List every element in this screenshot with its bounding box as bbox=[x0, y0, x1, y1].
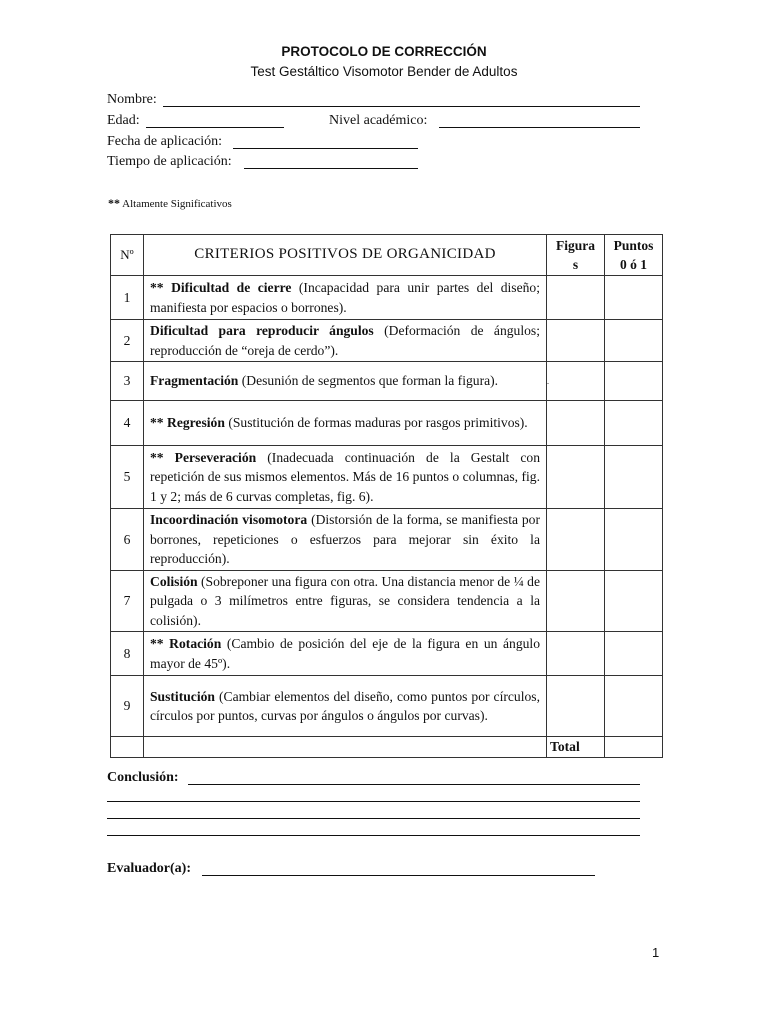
figuras-value: . bbox=[547, 376, 549, 386]
total-spacer bbox=[111, 737, 144, 758]
criteria-table bbox=[110, 234, 663, 758]
criterion-description: (Cambio de posición del eje de la figura en un ángulo mayor de 45º). bbox=[150, 636, 540, 671]
row-number: 7 bbox=[111, 570, 144, 632]
criterion-text bbox=[150, 633, 540, 674]
figuras-cell[interactable] bbox=[547, 509, 605, 571]
criterion-text bbox=[150, 277, 540, 318]
criterion-description: (Sobreponer una figura con otra. Una distancia menor de ¼ de pulgada o 3 milímetros entre figuras, se considera tendencia a la colisión). bbox=[150, 573, 540, 628]
criterion-cell bbox=[144, 276, 547, 320]
criterion-name: Sustitución bbox=[150, 688, 215, 704]
nivel-academico-label: Nivel académico: bbox=[329, 113, 428, 128]
criterion-name: Rotación bbox=[169, 636, 222, 651]
criterion-name: Incoordinación visomotora bbox=[150, 512, 308, 527]
col-header-puntos-line1: Puntos bbox=[613, 238, 654, 253]
page-title: PROTOCOLO DE CORRECCIÓN bbox=[281, 44, 487, 59]
criterion-text bbox=[150, 320, 540, 361]
puntos-cell[interactable] bbox=[605, 401, 663, 446]
criterion-cell bbox=[144, 362, 547, 401]
table-row bbox=[111, 401, 663, 446]
criterion-name: Colisión bbox=[150, 573, 198, 589]
conclusion-line-3[interactable] bbox=[107, 818, 640, 819]
figuras-cell[interactable] bbox=[547, 276, 605, 320]
criterion-cell bbox=[144, 570, 547, 632]
col-header-criterios: CRITERIOS POSITIVOS DE ORGANICIDAD bbox=[144, 235, 547, 276]
puntos-cell[interactable] bbox=[605, 362, 663, 401]
figuras-cell[interactable] bbox=[547, 320, 605, 362]
nivel-academico-field[interactable] bbox=[439, 127, 640, 128]
evaluador-label: Evaluador(a): bbox=[107, 861, 191, 876]
fecha-aplicacion-label: Fecha de aplicación: bbox=[107, 134, 223, 149]
criterion-name: Perseveración bbox=[174, 449, 257, 465]
puntos-cell[interactable] bbox=[605, 570, 663, 632]
criterion-name: Dificultad de cierre bbox=[171, 280, 292, 295]
nombre-field[interactable] bbox=[163, 106, 640, 107]
total-spacer bbox=[144, 737, 547, 758]
criterion-cell bbox=[144, 509, 547, 571]
puntos-cell[interactable] bbox=[605, 320, 663, 362]
criterion-text bbox=[150, 370, 540, 392]
tiempo-aplicacion-label: Tiempo de aplicación: bbox=[107, 154, 232, 169]
criterion-description: (Deformación de ángulos; reproducción de “oreja de cerdo”). bbox=[150, 323, 540, 358]
table-row bbox=[111, 446, 663, 509]
criterion-text bbox=[150, 509, 540, 570]
table-row bbox=[111, 320, 663, 362]
note-stars: ** bbox=[108, 196, 120, 210]
figuras-cell[interactable] bbox=[547, 676, 605, 737]
col-header-puntos bbox=[605, 235, 663, 276]
puntos-cell[interactable] bbox=[605, 446, 663, 509]
figuras-cell[interactable] bbox=[547, 632, 605, 676]
total-label: Total bbox=[547, 737, 605, 758]
table-row bbox=[111, 276, 663, 320]
criterion-description: (Cambiar elementos del diseño, como puntos por círculos, círculos por puntos, curvas por ángulos o ángulos por curvas). bbox=[150, 688, 540, 723]
table-row bbox=[111, 676, 663, 737]
criterion-cell bbox=[144, 676, 547, 737]
puntos-cell[interactable] bbox=[605, 632, 663, 676]
row-number: 8 bbox=[111, 632, 144, 676]
criterion-name: Dificultad para reproducir ángulos bbox=[150, 323, 374, 338]
table-header-row bbox=[111, 235, 663, 276]
col-header-figuras bbox=[547, 235, 605, 276]
criterion-cell bbox=[144, 632, 547, 676]
criterion-cell bbox=[144, 401, 547, 446]
row-number: 4 bbox=[111, 401, 144, 446]
puntos-cell[interactable] bbox=[605, 509, 663, 571]
evaluador-field[interactable] bbox=[202, 875, 595, 876]
table-row bbox=[111, 570, 663, 632]
criterion-description: (Desunión de segmentos que forman la figura). bbox=[241, 373, 499, 389]
conclusion-line-1[interactable] bbox=[188, 784, 640, 785]
total-value-cell[interactable] bbox=[605, 737, 663, 758]
criterion-description: (Incapacidad para unir partes del diseño; manifiesta por espacios o borrones). bbox=[150, 280, 540, 315]
significance-stars: ** bbox=[150, 415, 164, 431]
col-header-num: Nº bbox=[111, 235, 144, 276]
row-number: 1 bbox=[111, 276, 144, 320]
figuras-cell[interactable] bbox=[547, 570, 605, 632]
criterion-description: (Sustitución de formas maduras por rasgos primitivos). bbox=[228, 415, 528, 431]
criterion-text bbox=[150, 571, 540, 632]
table-row bbox=[111, 362, 663, 401]
criterion-name: Fragmentación bbox=[150, 373, 239, 389]
puntos-cell[interactable] bbox=[605, 676, 663, 737]
puntos-cell[interactable] bbox=[605, 276, 663, 320]
row-number: 9 bbox=[111, 676, 144, 737]
page-number: 1 bbox=[652, 945, 660, 960]
significance-stars: ** bbox=[150, 449, 164, 465]
col-header-figuras-line1: Figura bbox=[556, 238, 595, 253]
figuras-cell[interactable] bbox=[547, 362, 605, 401]
note-text: Altamente Significativos bbox=[122, 198, 232, 210]
table-row bbox=[111, 632, 663, 676]
page-subtitle: Test Gestáltico Visomotor Bender de Adultos bbox=[250, 64, 518, 79]
figuras-cell[interactable] bbox=[547, 401, 605, 446]
col-header-figuras-line2: s bbox=[572, 257, 579, 272]
figuras-cell[interactable] bbox=[547, 446, 605, 509]
row-number: 5 bbox=[111, 446, 144, 509]
row-number: 3 bbox=[111, 362, 144, 401]
significance-note bbox=[108, 196, 232, 211]
edad-field[interactable] bbox=[146, 127, 284, 128]
criterion-description: (Inadecuada continuación de la Gestalt con repetición de sus mismos elementos. Más de 16 puntos o columnas, fig. 1 y 2; más de 6 curvas completas, fig. 6). bbox=[150, 449, 541, 504]
criterion-name: Regresión bbox=[167, 415, 225, 431]
criterion-cell bbox=[144, 320, 547, 362]
nombre-label: Nombre: bbox=[107, 92, 157, 107]
conclusion-line-4[interactable] bbox=[107, 835, 640, 836]
criterion-text bbox=[150, 686, 540, 727]
col-header-puntos-line2: 0 ó 1 bbox=[620, 257, 647, 272]
criterion-description: (Distorsión de la forma, se manifiesta por borrones, repeticiones o esfuerzos para mejorar sin éxito la reproducción). bbox=[150, 512, 540, 566]
edad-label: Edad: bbox=[107, 113, 140, 128]
criterion-text bbox=[150, 447, 540, 508]
conclusion-label: Conclusión: bbox=[107, 770, 179, 785]
row-number: 2 bbox=[111, 320, 144, 362]
row-number: 6 bbox=[111, 509, 144, 571]
tiempo-aplicacion-field[interactable] bbox=[244, 168, 418, 169]
significance-stars: ** bbox=[150, 636, 164, 651]
total-row bbox=[111, 737, 663, 758]
significance-stars: ** bbox=[150, 280, 164, 295]
criterion-text bbox=[150, 412, 540, 434]
criterion-cell bbox=[144, 446, 547, 509]
table-row bbox=[111, 509, 663, 571]
conclusion-line-2[interactable] bbox=[107, 801, 640, 802]
fecha-aplicacion-field[interactable] bbox=[233, 148, 418, 149]
